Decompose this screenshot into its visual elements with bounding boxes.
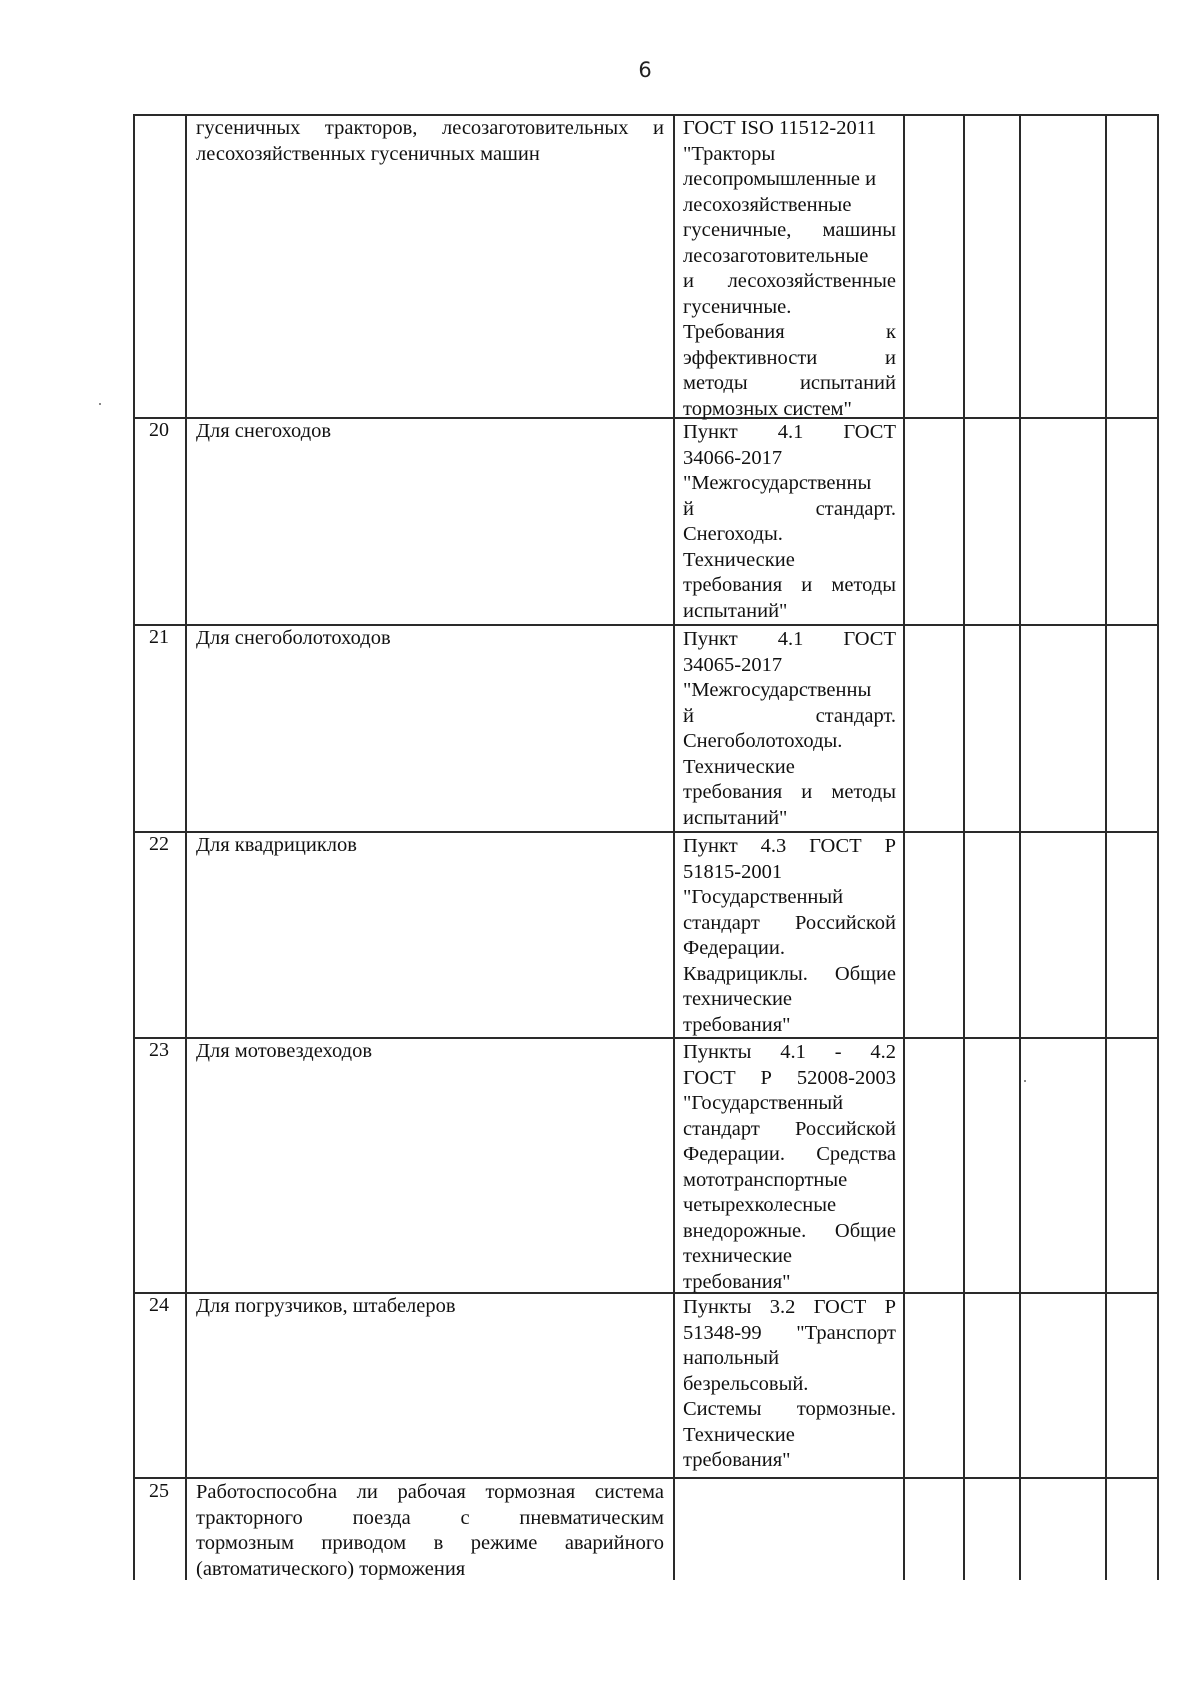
table-divider-number bbox=[185, 115, 187, 1580]
standard-line: 34065-2017 bbox=[683, 653, 783, 676]
row-requirement: Для снегоболотоходов bbox=[196, 627, 391, 649]
row-requirement: Для погрузчиков, штабелеров bbox=[196, 1295, 456, 1317]
row-number: 20 bbox=[149, 419, 169, 441]
requirement-line: (автоматического) торможения bbox=[196, 1557, 466, 1580]
table-divider-check-2 bbox=[1019, 115, 1021, 1580]
standard-line: стандарт Российской bbox=[683, 1117, 896, 1140]
standard-line: Пункты 3.2 ГОСТ Р bbox=[683, 1296, 896, 1318]
standard-line: й стандарт. bbox=[683, 497, 896, 520]
standard-line: 51815-2001 bbox=[683, 860, 783, 883]
standard-line: Технические bbox=[683, 1423, 795, 1446]
standard-line: Снегоболотоходы. bbox=[683, 730, 843, 752]
standard-line: 51348-99 "Транспорт bbox=[683, 1321, 896, 1344]
row-requirement: Для квадрициклов bbox=[196, 834, 357, 856]
standard-line: тормозных систем" bbox=[683, 397, 852, 420]
standard-line: Технические bbox=[683, 755, 795, 778]
row-number: 21 bbox=[149, 626, 169, 648]
standard-line: Пункт 4.1 ГОСТ bbox=[683, 421, 896, 443]
standard-line: 34066-2017 bbox=[683, 446, 783, 469]
table-divider-check-1 bbox=[963, 115, 965, 1580]
row-standard bbox=[683, 1040, 896, 1295]
standard-line: й стандарт. bbox=[683, 704, 896, 727]
row-separator bbox=[133, 1477, 1159, 1479]
requirement-line: тракторного поезда с пневматическим bbox=[196, 1506, 664, 1529]
continuation-requirement: гусеничных тракторов, лесозаготовительных и лесохозяйственных гусеничных машин bbox=[196, 117, 664, 165]
standard-line: внедорожные. Общие bbox=[683, 1219, 896, 1242]
standard-line: Технические bbox=[683, 548, 795, 571]
table-border-right bbox=[1157, 115, 1159, 1580]
row-number: 24 bbox=[149, 1294, 169, 1316]
standard-line: мототранспортные bbox=[683, 1168, 848, 1191]
standard-line: гусеничные, машины bbox=[683, 219, 896, 241]
standard-line: технические bbox=[683, 988, 793, 1010]
standard-line: Федерации. bbox=[683, 937, 785, 959]
standard-line: Федерации. Средства bbox=[683, 1143, 896, 1165]
standard-line: Снегоходы. bbox=[683, 523, 783, 545]
standard-line: Требования к bbox=[683, 321, 896, 343]
standard-line: требования" bbox=[683, 1013, 791, 1036]
standard-line: ГОСТ ISO 11512-2011 bbox=[683, 117, 877, 139]
scan-speck bbox=[1024, 1080, 1026, 1082]
standard-line: "Государственный bbox=[683, 886, 844, 908]
standard-line: лесозаготовительные bbox=[683, 244, 869, 267]
row-number: 22 bbox=[149, 833, 169, 855]
row-number: 23 bbox=[149, 1039, 169, 1061]
standard-line: методы испытаний bbox=[683, 372, 896, 394]
row-standard bbox=[683, 627, 896, 831]
row-requirement bbox=[196, 1480, 664, 1582]
table-divider-check-3 bbox=[1105, 115, 1107, 1580]
standard-line: эффективности и bbox=[683, 346, 896, 369]
standard-line: Квадрициклы. Общие bbox=[683, 962, 896, 985]
standard-line: гусеничные. bbox=[683, 295, 792, 318]
table-divider-standard bbox=[903, 115, 905, 1580]
standard-line: лесопромышленные и bbox=[683, 168, 877, 190]
standard-line: "Тракторы bbox=[683, 142, 776, 165]
table-divider-requirement bbox=[673, 115, 675, 1580]
row-standard bbox=[683, 420, 896, 624]
standard-line: "Государственный bbox=[683, 1092, 844, 1114]
page-number: 6 bbox=[638, 58, 652, 82]
standard-line: требования и методы bbox=[683, 574, 896, 596]
standard-line: Системы тормозные. bbox=[683, 1398, 896, 1420]
standard-line: Пункт 4.3 ГОСТ Р bbox=[683, 835, 896, 857]
requirement-line: тормозным приводом в режиме аварийного bbox=[196, 1532, 664, 1554]
row-requirement: Для снегоходов bbox=[196, 420, 332, 442]
scan-speck bbox=[99, 403, 101, 405]
standard-line: "Межгосударственны bbox=[683, 679, 872, 701]
standard-line: требования" bbox=[683, 1270, 791, 1293]
row-number: 25 bbox=[149, 1480, 169, 1502]
standard-line: напольный bbox=[683, 1347, 780, 1369]
row-standard bbox=[683, 834, 896, 1038]
standard-line: четырехколесные bbox=[683, 1194, 837, 1216]
standard-line: безрельсовый. bbox=[683, 1372, 809, 1395]
standard-line: Пункт 4.1 ГОСТ bbox=[683, 628, 896, 650]
requirement-line: Работоспособна ли рабочая тормозная система bbox=[196, 1481, 664, 1503]
standard-line: стандарт Российской bbox=[683, 911, 896, 934]
standard-line: и лесохозяйственные bbox=[683, 270, 896, 292]
standard-line: испытаний" bbox=[683, 806, 788, 829]
standard-line: технические bbox=[683, 1245, 793, 1267]
row-requirement: Для мотовездеходов bbox=[196, 1040, 373, 1062]
row-standard bbox=[683, 1295, 896, 1474]
standard-line: Пункты 4.1 - 4.2 bbox=[683, 1041, 896, 1063]
standard-line: "Межгосударственны bbox=[683, 472, 872, 494]
continuation-standard bbox=[683, 116, 896, 422]
standard-line: лесохозяйственные bbox=[683, 193, 852, 216]
standard-line: требования и методы bbox=[683, 781, 896, 803]
standard-line: требования" bbox=[683, 1449, 791, 1471]
standard-line: испытаний" bbox=[683, 599, 788, 622]
standard-line: ГОСТ Р 52008-2003 bbox=[683, 1066, 896, 1089]
